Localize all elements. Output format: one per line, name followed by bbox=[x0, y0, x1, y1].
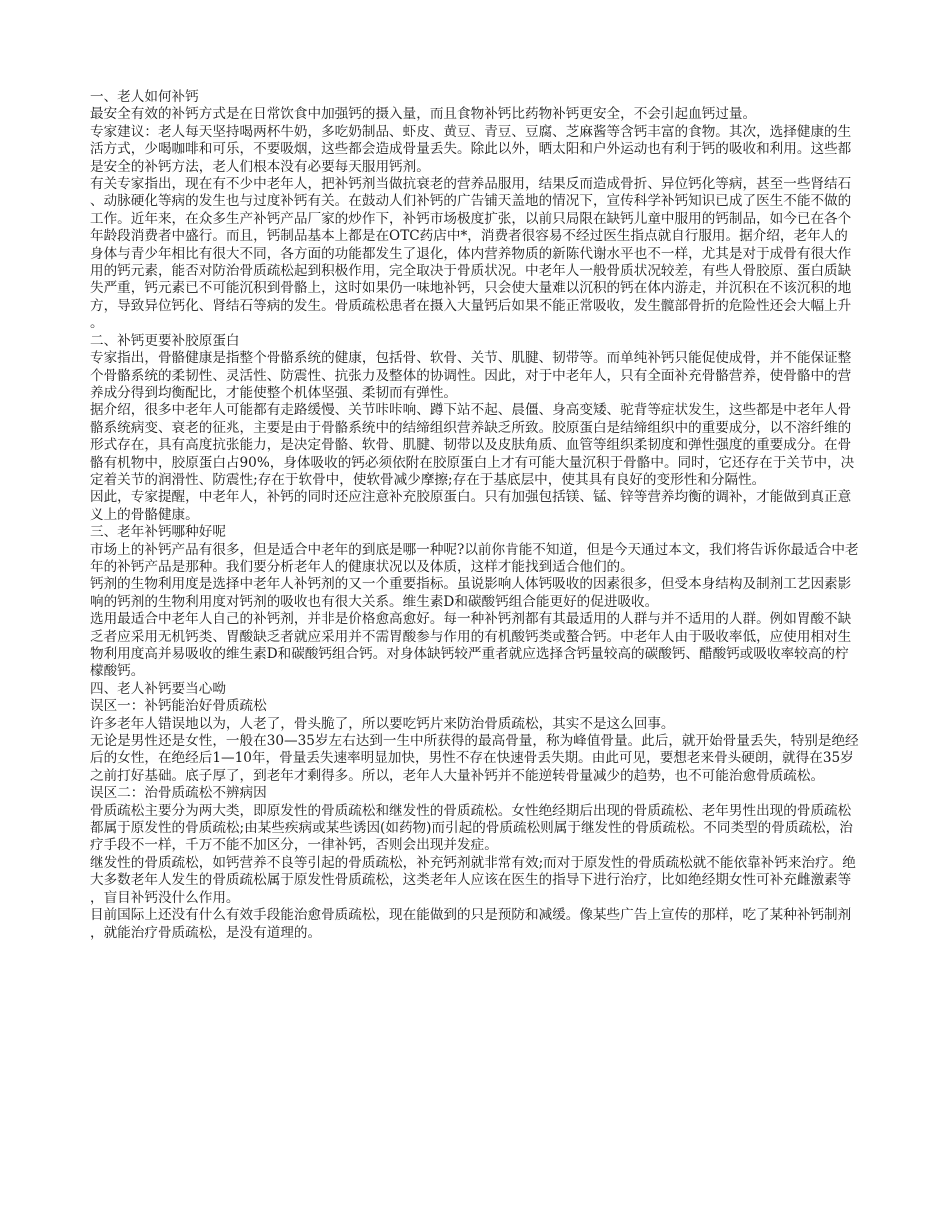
section-heading-4: 四、老人补钙要当心呦 bbox=[90, 680, 226, 697]
paragraph: 有关专家指出，现在有不少中老年人，把补钙剂当做抗衰老的营养品服用，结果反而造成骨折、异位钙化等病，甚至一些肾结石、动脉硬化等病的发生也与过度补钙有关。在鼓动人们补钙的广告铺天盖地的情况下，宣传科学补钙知识已成了医生不能不做的工作。近年来，在众多生产补钙产品厂家的炒作下，补钙市场极度扩张，以前只局限在缺钙儿童中服用的钙制品，如今已在各个年龄段消费者中盛行。而且，钙制品基本上都是在OTC药店中*，消费者很容易不经过医生指点就自行服用。据介绍，老年人的身体与青少年相比有很大不同，各方面的功能都发生了退化，体内营养物质的新陈代谢水平也不一样，尤其是对于成骨有很大作用的钙元素，能否对防治骨质疏松起到积极作用，完全取决于骨质状况。中老年人一般骨质状况较差，有些人骨胶原、蛋白质缺失严重，钙元素已不可能沉积到骨骼上，这时如果仍一味地补钙，只会使大量难以沉积的钙在体内游走，并沉积在不该沉积的地方，导致异位钙化、肾结石等病的发生。骨质疏松患者在摄入大量钙后如果不能正常吸收，发生髋部骨折的危险性还会大幅上升。 bbox=[90, 176, 852, 332]
paragraph: 选用最适合中老年人自己的补钙剂，并非是价格愈高愈好。每一种补钙剂都有其最适用的人群与并不适用的人群。例如胃酸不缺乏者应采用无机钙类、胃酸缺乏者就应采用并不需胃酸参与作用的有机酸钙类或螯合钙。中老年人由于吸收率低，应使用相对生物利用度高并易吸收的维生素D和碳酸钙组合钙。对身体缺钙较严重者就应选择含钙量较高的碳酸钙、醋酸钙或吸收率较高的柠檬酸钙。 bbox=[90, 611, 852, 680]
section-heading-1: 一、老人如何补钙 bbox=[90, 89, 199, 105]
section-heading-2: 二、补钙更要补胶原蛋白 bbox=[90, 332, 240, 349]
paragraph: 最安全有效的补钙方式是在日常饮食中加强钙的摄入量，而且食物补钙比药物补钙更安全，不会引起血钙过量。 bbox=[90, 106, 757, 123]
paragraph: 市场上的补钙产品有很多，但是适合中老年的到底是哪一种呢?以前你肯能不知道，但是今天通过本文，我们将告诉你最适合中老年的补钙产品是那种。我们要分析老年人的健康状况以及体质，这样才能找到适合他们的。 bbox=[90, 541, 859, 575]
paragraph: 无论是男性还是女性，一般在30—35岁左右达到一生中所获得的最高骨量，称为峰值骨量。此后，就开始骨量丢失，特别是绝经后的女性，在绝经后1—10年，骨量丢失速率明显加快，男性不存在快速骨丢失期。由此可见，要想老来骨头硬朗，就得在35岁之前打好基础。底子厚了，到老年才剩得多。所以，老年人大量补钙并不能逆转骨量减少的趋势，也不可能治愈骨质疏松。 bbox=[90, 733, 859, 784]
section-heading-3: 三、老年补钙哪种好呢 bbox=[90, 524, 226, 541]
paragraph: 骨质疏松主要分为两大类，即原发性的骨质疏松和继发性的骨质疏松。女性绝经期后出现的骨质疏松、老年男性出现的骨质疏松都属于原发性的骨质疏松;由某些疾病或某些诱因(如药物)而引起的骨质疏松则属于继发性的骨质疏松。不同类型的骨质疏松，治疗手段不一样，千万不能不加区分，一律补钙，否则会出现并发症。 bbox=[90, 802, 853, 854]
paragraph: 专家建议：老人每天坚持喝两杯牛奶，多吃奶制品、虾皮、黄豆、青豆、豆腐、芝麻酱等含钙丰富的食物。其次，选择健康的生活方式，少喝咖啡和可乐，不要吸烟，这些都会造成骨量丢失。除此以外，晒太阳和户外运动也有利于钙的吸收和利用。这些都是安全的补钙方法，老人们根本没有必要每天服用钙剂。 bbox=[90, 123, 852, 175]
paragraph: 据介绍，很多中老年人可能都有走路缓慢、关节咔咔响、蹲下站不起、晨僵、身高变矮、驼背等症状发生，这些都是中老年人骨骼系统病变、衰老的征兆，主要是由于骨骼系统中的结缔组织营养缺乏所致。胶原蛋白是结缔组织中的重要成分，以不溶纤维的形式存在，具有高度抗张能力，是决定骨骼、软骨、肌腱、韧带以及皮肤角质、血管等组织柔韧度和弹性强度的重要成分。在骨骼有机物中，胶原蛋白占90%，身体吸收的钙必须依附在胶原蛋白上才有可能大量沉积于骨骼中。同时，它还存在于关节中，决定着关节的润滑性、防震性;存在于软骨中，使软骨减少摩擦;存在于基底层中，使其具有良好的变形性和分隔性。 bbox=[90, 402, 855, 488]
paragraph: 因此，专家提醒，中老年人，补钙的同时还应注意补充胶原蛋白。只有加强包括镁、锰、锌等营养均衡的调补，才能做到真正意义上的骨骼健康。 bbox=[90, 489, 852, 523]
paragraph: 专家指出，骨骼健康是指整个骨骼系统的健康，包括骨、软骨、关节、肌腱、韧带等。而单纯补钙只能促使成骨，并不能保证整个骨骼系统的柔韧性、灵活性、防震性、抗张力及整体的协调性。因此，对于中老年人，只有全面补充骨骼营养，使骨骼中的营养成分得到均衡配比，才能使整个机体坚强、柔韧而有弹性。 bbox=[90, 350, 852, 401]
paragraph: 目前国际上还没有什么有效手段能治愈骨质疏松，现在能做到的只是预防和减缓。像某些广告上宣传的那样，吃了某种补钙制剂，就能治疗骨质疏松，是没有道理的。 bbox=[90, 907, 852, 941]
paragraph: 继发性的骨质疏松，如钙营养不良等引起的骨质疏松，补充钙剂就非常有效;而对于原发性的骨质疏松就不能依靠补钙来治疗。绝大多数老年人发生的骨质疏松属于原发性骨质疏松，这类老年人应该在医生的指导下进行治疗，比如绝经期女性可补充雌激素等，盲目补钙没什么作用。 bbox=[90, 854, 856, 906]
subheading-myth-1: 误区一：补钙能治好骨质疏松 bbox=[90, 698, 267, 715]
subheading-myth-2: 误区二：治骨质疏松不辨病因 bbox=[90, 785, 267, 802]
paragraph: 许多老年人错误地以为，人老了，骨头脆了，所以要吃钙片来防治骨质疏松，其实不是这么回事。 bbox=[90, 715, 675, 732]
document-body bbox=[90, 89, 860, 942]
paragraph: 钙剂的生物利用度是选择中老年人补钙剂的又一个重要指标。虽说影响人体钙吸收的因素很多，但受本身结构及制剂工艺因素影响的钙剂的生物利用度对钙剂的吸收也有很大关系。维生素D和碳酸钙组合能更好的促进吸收。 bbox=[90, 576, 852, 610]
